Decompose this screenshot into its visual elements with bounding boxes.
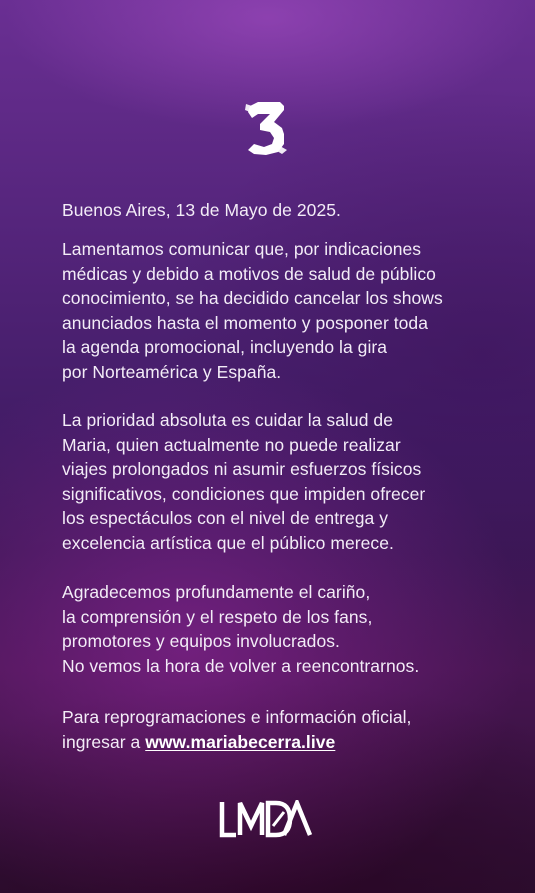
statement-paragraph-info <box>62 705 512 754</box>
lmda-logo-icon <box>218 800 312 838</box>
statement-date <box>62 198 512 223</box>
statement-paragraph-health <box>62 408 512 555</box>
website-link[interactable]: www.mariabecerra.live <box>145 731 336 752</box>
paragraph-text <box>62 705 512 754</box>
ornate-3-logo-icon <box>244 100 288 156</box>
info-intro-text: Para reprogramaciones e información oficial, ingresar a <box>62 707 412 752</box>
paragraph-text: Agradecemos profundamente el cariño, la comprensión y el respeto de los fans, promotores y equipos involucrados. No vemos la hora de volver a reencontrarnos. <box>62 582 420 676</box>
statement-paragraph-thanks <box>62 580 512 678</box>
date-line: Buenos Aires, 13 de Mayo de 2025. <box>62 200 341 220</box>
paragraph-text: La prioridad absoluta es cuidar la salud de Maria, quien actualmente no puede realizar viajes prolongados ni asumir esfuerzos físicos significativos, condiciones que impiden ofrecer los espectáculos con el nivel de entrega y excelencia artística que el público merece. <box>62 410 426 553</box>
paragraph-text: Lamentamos comunicar que, por indicaciones médicas y debido a motivos de salud de público conocimiento, se ha decidido cancelar los shows anunciados hasta el momento y posponer toda la agenda promocional, incluyendo la gira por Norteamérica y España. <box>62 239 443 382</box>
statement-paragraph-cancellation <box>62 237 512 384</box>
